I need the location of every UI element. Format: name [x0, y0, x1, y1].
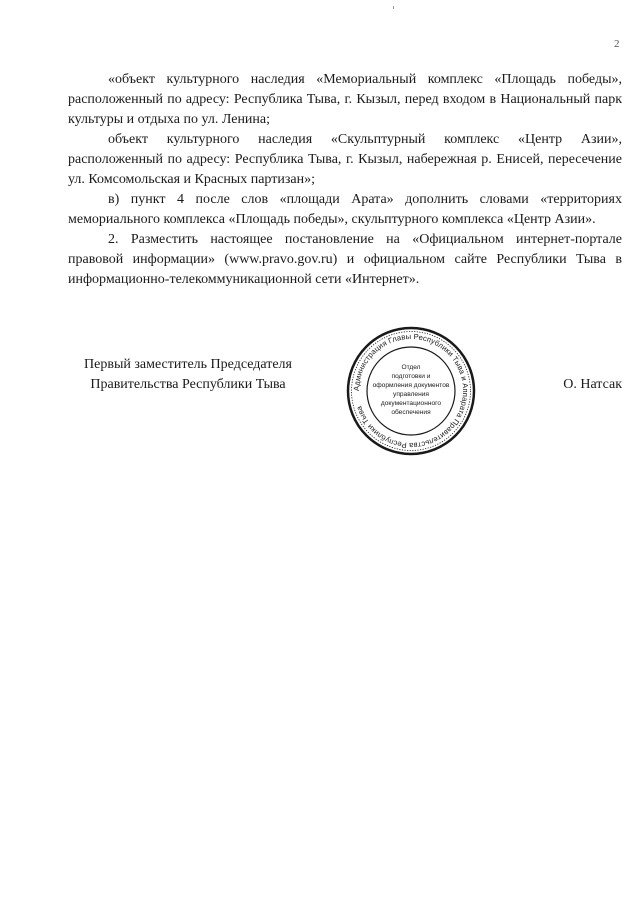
signatory-title-line-1: Первый заместитель Председателя	[84, 357, 292, 372]
page-number: 2	[614, 38, 620, 50]
scan-speck	[393, 6, 394, 9]
document-body	[68, 70, 622, 290]
svg-text:документационного: документационного	[380, 400, 442, 407]
seal-ring-text: Администрация Главы Республики Тыва и Аппарата Правительства Республики Тыва	[351, 331, 471, 451]
paragraph-4: 2. Разместить настоящее постановление на «Официальном интернет-портале правовой информации» (www.pravo.gov.ru) и официальном сайте Республики Тыва в информационно-телекоммуникационной сети «Интернет».	[68, 232, 622, 287]
svg-text:оформления документов: оформления документов	[372, 382, 450, 389]
signatory-title-line-2: Правительства Республики Тыва	[90, 377, 286, 392]
signature-block	[0, 355, 640, 445]
official-seal-stamp	[345, 325, 477, 457]
paragraph-3: в) пункт 4 после слов «площади Арата» дополнить словами «территориях мемориального комплекса «Площадь победы», скульптурного комплекса «Центр Азии».	[68, 192, 622, 227]
seal-center-text	[373, 364, 450, 416]
paragraph-2: объект культурного наследия «Скульптурный комплекс «Центр Азии», расположенный по адресу: Республика Тыва, г. Кызыл, набережная р. Енисей, пересечение ул. Комсомольская и Красных партизан»;	[68, 132, 622, 187]
signatory-title	[68, 355, 308, 395]
paragraph-1: «объект культурного наследия «Мемориальный комплекс «Площадь победы», расположенный по адресу: Республика Тыва, г. Кызыл, перед входом в Национальный парк культуры и отдыха по ул. Ленина;	[68, 72, 622, 127]
svg-text:Отдел: Отдел	[401, 364, 421, 371]
svg-text:обеспечения: обеспечения	[391, 409, 431, 416]
svg-text:подготовки и: подготовки и	[391, 373, 431, 380]
svg-text:управления: управления	[393, 391, 429, 398]
signatory-name: О. Натсак	[563, 377, 622, 392]
